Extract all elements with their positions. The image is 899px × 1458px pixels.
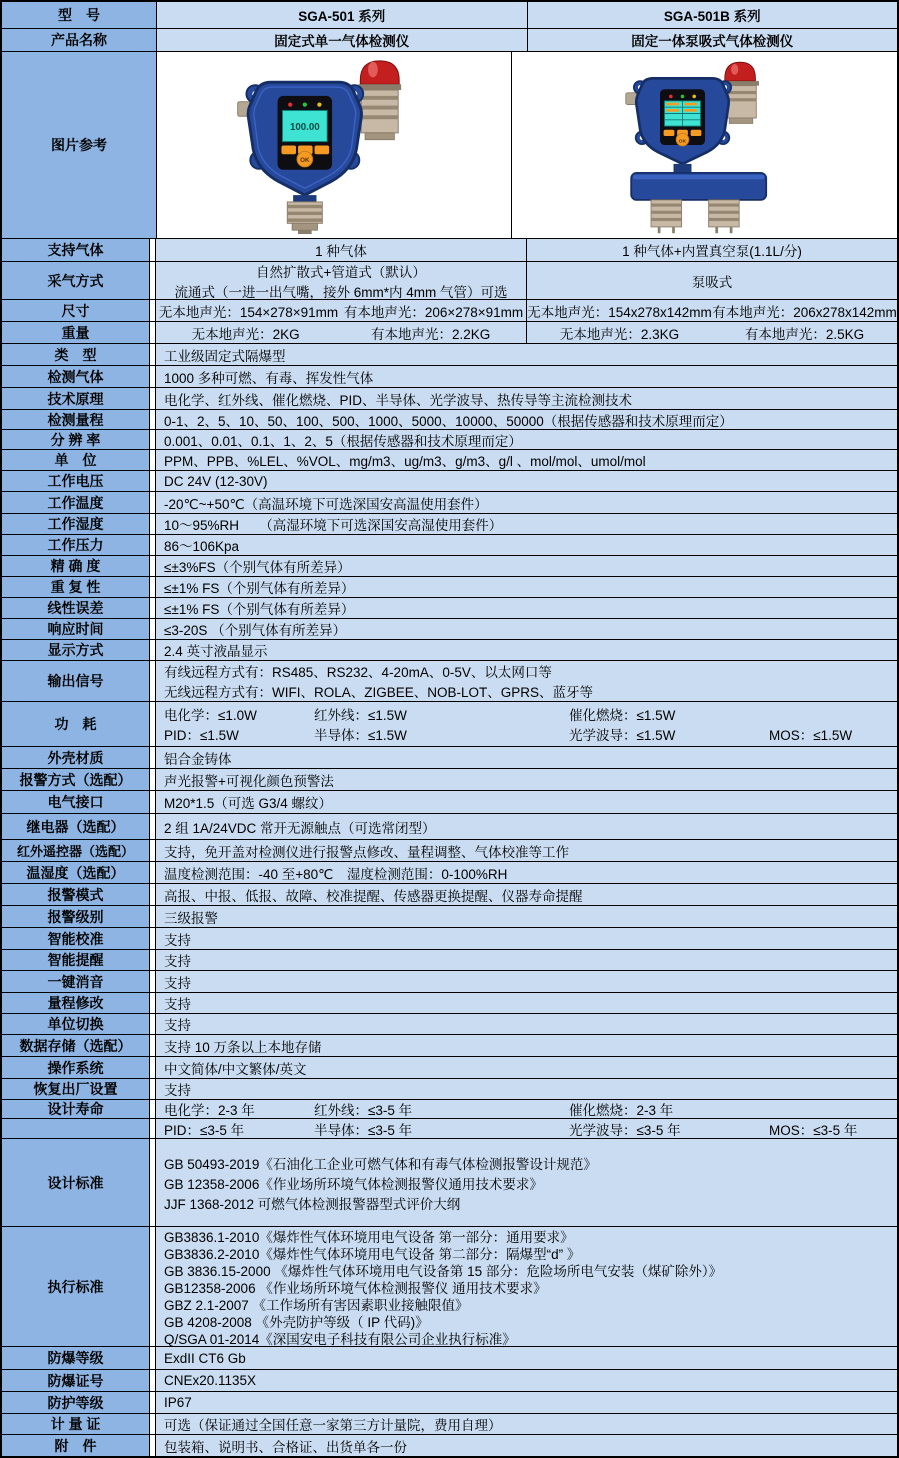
row-unit-value: PPM、PPB、%LEL、%VOL、mg/m3、ug/m3、g/m3、g/l 、mol/mol、umol/mol [164,454,646,469]
row-humidity-value: 10～95%RH （高湿环境下可选深国安高湿使用套件） [164,518,503,533]
row-smart-remind-label: 智能提醒 [2,950,150,970]
row-temp-hum-label: 温湿度（选配） [2,862,150,883]
ok-button-label: OK [300,157,310,165]
row-ip-value: IP67 [164,1395,192,1410]
row-model [2,2,897,29]
row-ex-cert [2,1370,897,1392]
row-port-value: M20*1.5（可选 G3/4 螺纹） [164,796,333,811]
size-b2: 有本地声光：206x278x142mm [712,304,897,320]
row-linearity-value: ≤±1% FS（个别气体有所差异） [164,602,355,617]
row-shell-value: 铝合金铸体 [164,751,232,767]
row-design-std-label: 设计标准 [2,1139,150,1226]
row-response-label: 响应时间 [2,619,150,639]
row-temp-value: -20℃~+50℃（高温环境下可选深国安高温使用套件） [164,496,488,512]
row-os [2,1057,897,1079]
sensor-cylinder-icon [287,195,322,234]
row-ex-cert-value: CNEx20.1135X [164,1373,257,1388]
row-mute-label: 一键消音 [2,971,150,992]
row-ip-label: 防护等级 [2,1392,150,1413]
sensor-cylinder-icon [651,200,682,233]
row-voltage [2,471,897,492]
sampling-a-line2: 流通式（一进一出气嘴，接外 6mm*内 4mm 气管）可选 [174,284,508,300]
row-product-value-b: 固定一体泵吸式气体检测仪 [631,34,794,49]
row-model-value-b: SGA-501B 系列 [663,9,761,24]
row-alarm-level-label: 报警级别 [2,906,150,927]
row-factory-reset [2,1079,897,1100]
row-exec-std [2,1227,897,1347]
life-item: 半导体：≤3-5 年 [314,1122,413,1138]
weight-a2: 有本地声光：2.2KG [371,326,491,342]
row-size [2,300,897,322]
row-gas-value-a: 1 种气体 [156,239,527,261]
row-response [2,619,897,640]
design-std-line: GB 12358-2006《作业场所环境气体检测报警仪通用技术要求》 [164,1176,543,1192]
row-display-value: 2.4 英寸液晶显示 [164,644,268,659]
row-design-std [2,1139,897,1227]
row-shell-label: 外壳材质 [2,747,150,768]
row-alarm-mode [2,884,897,906]
row-display-label: 显示方式 [2,640,150,660]
exec-std-line: GB12358-2006 《作业场所环境气体检测报警仪 通用技术要求》 [164,1280,547,1296]
row-smart-cal-value: 支持 [164,932,191,948]
row-sampling-label: 采气方式 [2,262,150,299]
row-accessories-label: 附 件 [2,1435,150,1456]
row-ex-grade-value: ExdII CT6 Gb [164,1350,246,1366]
row-voltage-label: 工作电压 [2,471,150,491]
row-sampling [2,262,897,300]
row-ex-grade [2,1347,897,1370]
row-life-continued-value [156,1119,897,1138]
sampling-a-line1: 自然扩散式+管道式（默认） [256,264,426,280]
row-type-label: 类 型 [2,344,150,365]
row-linearity-label: 线性误差 [2,598,150,618]
row-storage-value: 支持 10 万条以上本地存储 [164,1039,322,1055]
life-item: PID：≤3-5 年 [164,1122,245,1138]
row-temp-hum [2,862,897,884]
row-alarm-level [2,906,897,928]
row-accessories-value: 包装箱、说明书、合格证、出货单各一份 [164,1439,407,1455]
device-a-screen-reading: 100.00 [289,121,320,133]
row-relay-value: 2 组 1A/24VDC 常开无源触点（可选常闭型） [164,820,436,836]
power-item: 红外线：≤1.5W [314,708,407,723]
device-button [281,145,296,154]
row-life-value [156,1100,897,1118]
row-weight-value-b [527,322,897,343]
device-button [315,145,330,154]
life-item: 电化学：2-3 年 [164,1103,255,1118]
row-alarm-mode-value: 高报、中报、低报、故障、校准提醒、传感器更换提醒、仪器寿命提醒 [164,888,583,904]
row-alarm-method [2,769,897,791]
row-product [2,29,897,52]
row-unit [2,450,897,471]
row-pressure-label: 工作压力 [2,535,150,555]
row-temp-label: 工作温度 [2,492,150,513]
row-target-label: 检测气体 [2,366,150,387]
row-range-value: 0-1、2、5、10、50、100、500、1000、5000、10000、50000（根据传感器和技术原理而定） [164,413,733,429]
row-remote-label: 红外遥控器（选配） [2,840,150,861]
row-repeatability [2,577,897,598]
ok-button-label: OK [678,139,686,145]
row-model-value-a: SGA-501 系列 [157,2,528,28]
row-smart-cal [2,928,897,950]
row-image-label: 图片参考 [2,52,157,238]
row-size-label: 尺寸 [2,300,150,321]
row-ex-grade-label: 防爆等级 [2,1347,150,1369]
row-size-value-a [156,300,527,321]
row-display [2,640,897,661]
pump-base [631,164,766,200]
row-gas-label: 支持气体 [2,239,150,261]
row-unit-switch [2,1014,897,1035]
row-sampling-value-b: 泵吸式 [691,274,733,290]
sensor-cylinder-icon [708,200,739,233]
row-image [2,52,897,239]
row-resolution [2,430,897,450]
row-output [2,661,897,702]
row-storage-label: 数据存储（选配） [2,1035,150,1056]
row-remote-value: 支持，免开盖对检测仪进行报警点修改、量程调整、气体校准等工作 [164,844,569,860]
row-shell [2,747,897,769]
row-accessories [2,1435,897,1456]
design-std-line: JJF 1368-2012 可燃气体检测报警器型式评价大纲 [164,1196,461,1212]
row-alarm-level-value: 三级报警 [164,910,218,926]
row-principle-value: 电化学、红外线、催化燃烧、PID、半导体、光学波导、热传导等主流检测技术 [164,392,633,408]
exec-std-line: Q/SGA 01-2014《深国安电子科技有限公司企业执行标准》 [164,1331,516,1347]
row-weight-value-a [156,322,527,343]
row-sampling-value-a [156,262,527,299]
row-pressure [2,535,897,556]
exec-std-line: GBZ 2.1-2007 《工作场所有害因素职业接触限值》 [164,1297,469,1313]
led-red-icon [669,95,673,99]
row-smart-remind-value: 支持 [164,954,191,969]
row-port-label: 电气接口 [2,791,150,813]
row-ip [2,1392,897,1414]
row-resolution-value: 0.001、0.01、0.1、1、2、5（根据传感器和技术原理而定） [164,433,522,449]
led-yellow-icon [317,102,321,106]
row-unit-switch-label: 单位切换 [2,1014,150,1034]
row-weight [2,322,897,344]
product-image-sga501b [575,55,835,235]
row-unit-label: 单 位 [2,450,150,470]
row-size-value-b [527,300,897,321]
row-mute [2,971,897,993]
row-humidity-label: 工作湿度 [2,514,150,534]
row-accuracy-value: ≤±3%FS（个别气体有所差异） [164,560,351,575]
design-std-line: GB 50493-2019《石油化工企业可燃气体和有毒气体检测报警设计规范》 [164,1156,597,1172]
product-photo-sga501 [157,52,512,238]
row-metering [2,1414,897,1435]
row-principle-label: 技术原理 [2,388,150,409]
row-port [2,791,897,814]
row-range-mod-label: 量程修改 [2,993,150,1013]
row-os-label: 操作系统 [2,1057,150,1078]
size-a1: 无本地声光：154×278×91mm [158,304,339,320]
led-green-icon [303,102,307,106]
row-design-std-value [156,1139,897,1226]
row-power-value [156,702,897,746]
product-image-sga501 [209,55,459,235]
row-mute-value: 支持 [164,975,191,991]
row-type [2,344,897,366]
row-accuracy-label: 精 确 度 [2,556,150,576]
row-life [2,1100,897,1119]
row-metering-label: 计 量 证 [2,1414,150,1434]
power-item: MOS：≤1.5W [769,728,853,743]
row-weight-label: 重量 [2,322,150,343]
row-type-value: 工业级固定式隔爆型 [164,348,286,364]
row-pressure-value: 86～106Kpa [164,539,240,554]
row-temp-hum-value: 温度检测范围：-40 至+80℃ 湿度检测范围：0-100%RH [164,866,508,882]
row-linearity [2,598,897,619]
size-b1: 无本地声光：154x278x142mm [527,304,712,320]
row-output-label: 输出信号 [2,661,150,701]
life-item: 光学波导：≤3-5 年 [569,1122,681,1138]
product-photo-sga501b [512,52,897,238]
power-item: PID：≤1.5W [164,728,239,743]
power-item: 半导体：≤1.5W [314,728,407,743]
row-alarm-mode-label: 报警模式 [2,884,150,905]
exec-std-line: GB 4208-2008 《外壳防护等级（ IP 代码)》 [164,1314,429,1330]
row-life-label: 设计寿命 [2,1100,150,1118]
row-resolution-label: 分 辨 率 [2,430,150,449]
output-line1: 有线远程方式有：RS485、RS232、4-20mA、0-5V、以太网口等 [164,665,552,680]
row-storage [2,1035,897,1057]
row-range-label: 检测量程 [2,410,150,429]
weight-b2: 有本地声光：2.5KG [744,326,865,342]
row-accuracy [2,556,897,577]
row-exec-std-value [156,1227,897,1346]
row-output-value [156,661,897,701]
row-life-continued [2,1119,897,1139]
row-product-label: 产品名称 [2,29,157,51]
row-unit-switch-value: 支持 [164,1018,191,1033]
row-os-value: 中文简体/中文繁体/英文 [164,1061,307,1077]
power-item: 电化学：≤1.0W [164,708,257,723]
row-power-label: 功 耗 [2,702,150,746]
power-item: 催化燃烧：≤1.5W [569,708,676,723]
led-green-icon [680,95,684,99]
row-voltage-value: DC 24V (12-30V) [164,473,268,489]
row-target-value: 1000 多种可燃、有毒、挥发性气体 [164,370,374,386]
weight-b1: 无本地声光：2.3KG [559,326,680,342]
row-exec-std-label: 执行标准 [2,1227,150,1346]
row-relay [2,814,897,840]
row-target [2,366,897,388]
row-ex-cert-label: 防爆证号 [2,1370,150,1391]
exec-std-line: GB 3836.15-2000 《爆炸性气体环境用电气设备第 15 部分：危险场所电气安装（煤矿除外）》 [164,1263,723,1279]
led-yellow-icon [692,95,696,99]
row-gas-value-b: 1 种气体+内置真空泵(1.1L/分) [622,244,802,259]
weight-a1: 无本地声光：2KG [191,326,300,342]
row-life-continued-label [2,1119,150,1138]
life-item: 催化燃烧：2-3 年 [569,1103,674,1118]
row-alarm-method-label: 报警方式（选配） [2,769,150,790]
device-button [690,130,701,136]
row-range-mod-value: 支持 [164,997,191,1012]
row-range-mod [2,993,897,1014]
row-remote [2,840,897,862]
row-alarm-method-value: 声光报警+可视化颜色预警法 [164,773,334,789]
life-item: MOS：≤3-5 年 [769,1122,858,1138]
row-principle [2,388,897,410]
row-factory-reset-label: 恢复出厂设置 [2,1079,150,1099]
life-item: 红外线：≤3-5 年 [314,1103,413,1118]
row-factory-reset-value: 支持 [164,1083,191,1098]
display-panel [660,89,705,146]
row-smart-remind [2,950,897,971]
row-repeatability-label: 重 复 性 [2,577,150,597]
row-temp [2,492,897,514]
row-humidity [2,514,897,535]
display-panel [278,96,332,170]
device-button [663,130,674,136]
row-model-label: 型 号 [2,2,157,28]
row-relay-label: 继电器（选配） [2,814,150,839]
size-a2: 有本地声光：206×278×91mm [343,304,524,320]
exec-std-line: GB3836.2-2010《爆炸性气体环境用电气设备 第二部分：隔爆型“d” 》 [164,1246,581,1262]
row-product-value-a: 固定式单一气体检测仪 [157,29,528,51]
row-repeatability-value: ≤±1% FS（个别气体有所差异） [164,581,355,596]
row-response-value: ≤3-20S （个别气体有所差异） [164,623,347,638]
row-smart-cal-label: 智能校准 [2,928,150,949]
power-item: 光学波导：≤1.5W [569,728,676,743]
led-red-icon [288,102,292,106]
output-line2: 无线远程方式有：WIFI、ROLA、ZIGBEE、NOB-LOT、GPRS、蓝牙等 [164,685,594,700]
row-metering-value: 可选（保证通过全国任意一家第三方计量院，费用自理） [164,1418,502,1433]
row-power [2,702,897,747]
row-range [2,410,897,430]
row-gas [2,239,897,262]
exec-std-line: GB3836.1-2010《爆炸性气体环境用电气设备 第一部分：通用要求》 [164,1229,574,1245]
